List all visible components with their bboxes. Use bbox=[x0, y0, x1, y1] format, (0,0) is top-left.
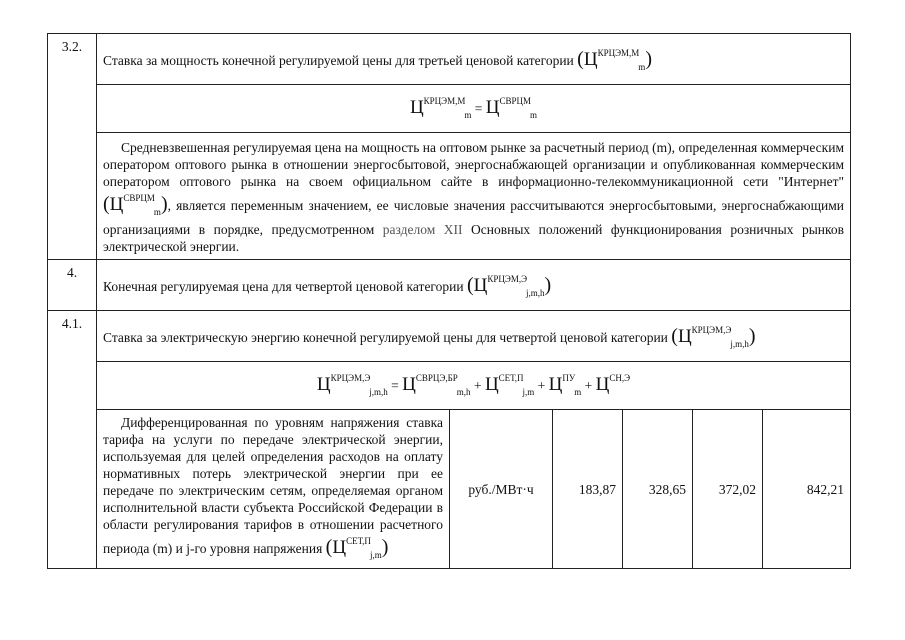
formula-term: Ц bbox=[402, 374, 416, 395]
price-symbol: Ц bbox=[109, 194, 124, 215]
symbol-sup: СЕТ,П bbox=[498, 373, 524, 383]
row-4-heading bbox=[48, 260, 851, 311]
tariff-description: Дифференцированная по уровням напряжения ставка тарифа на услуги по передаче электрической энергии, используемая для целей определения расходов на оплату нормативных потерь электрической энергии при ее передаче по электрическим сетям, определяемая органом исполнительной власти субъекта Российской Федерации в области регулирования тарифов в отношении расчетного периода (m) и j-го уровня напряжения $(Ц^{СЕТ,П}_{j,m})$ bbox=[103, 415, 443, 560]
symbol-sub: j,m bbox=[522, 387, 535, 397]
paragraph-text: Основных положений функционирования розничных рынков электрической энергии. bbox=[103, 222, 844, 254]
heading-text: Ставка за мощность конечной регулируемой цены для третьей ценовой категории bbox=[103, 53, 574, 68]
price-symbol: Ц bbox=[583, 49, 598, 70]
regulation-table bbox=[47, 33, 851, 569]
formula-term: Ц bbox=[548, 374, 563, 395]
row-heading: Ставка за мощность конечной регулируемой цены для третьей ценовой категории $(Ц^{КРЦЭМ,М}_m)$ bbox=[97, 34, 851, 85]
symbol-sup: КРЦЭМ,Э bbox=[487, 274, 528, 284]
plus-sign: + bbox=[537, 378, 546, 393]
value-cell: 372,02 bbox=[693, 410, 763, 568]
tariff-row bbox=[97, 410, 850, 568]
symbol-sub: j,m bbox=[369, 550, 382, 560]
value-cell: 183,87 bbox=[553, 410, 623, 568]
value-cell: 328,65 bbox=[623, 410, 693, 568]
description-text: Дифференцированная по уровням напряжения ставка тарифа на услуги по передаче электрической энергии, используемая для целей определения расходов на оплату нормативных потерь электрической энергии при ее передаче по электрическим сетям, определяемая органом исполнительной власти субъекта Российской Федерации в области регулирования тарифов в отношении расчетного периода (m) и j-го уровня напряжения bbox=[103, 415, 443, 556]
formula bbox=[97, 362, 851, 410]
value-cell: 842,21 bbox=[763, 410, 851, 568]
row-4-1-data bbox=[48, 410, 851, 569]
price-symbol: Ц bbox=[473, 275, 488, 296]
symbol-sub: j,m,h bbox=[526, 288, 545, 298]
heading-text: Конечная регулируемая цена для четвертой ценовой категории bbox=[103, 279, 464, 294]
symbol-sub: j,m,h bbox=[369, 387, 388, 397]
symbol-sup: КРЦЭМ,М bbox=[423, 96, 466, 106]
formula bbox=[97, 85, 851, 133]
formula-rhs-symbol: Ц bbox=[485, 97, 500, 118]
symbol-sup: КРЦЭМ,Э bbox=[691, 325, 732, 335]
row-number: 4.1. bbox=[48, 311, 97, 569]
formula-lhs-symbol: Ц bbox=[409, 97, 424, 118]
heading-text: Ставка за электрическую энергию конечной регулируемой цены для четвертой ценовой категории bbox=[103, 330, 668, 345]
section-link[interactable]: разделом XII bbox=[382, 222, 463, 237]
data-cell bbox=[97, 410, 851, 569]
row-number: 4. bbox=[48, 260, 97, 311]
tariff-table bbox=[97, 410, 850, 568]
row-3-2-paragraph bbox=[48, 133, 851, 260]
row-3-2-heading bbox=[48, 34, 851, 85]
symbol-sub: m,h bbox=[456, 387, 471, 397]
price-symbol: Ц bbox=[677, 326, 692, 347]
plus-sign: + bbox=[473, 378, 482, 393]
symbol-sub: m bbox=[574, 387, 582, 397]
description-paragraph: Средневзвешенная регулируемая цена на мощность на оптовом рынке за расчетный период (m), определенная коммерческим оператором оптового рынка в отношении энергосбытовой, энергоснабжающей организации и опубликованная коммерческим оператором оптового рынка на своем официальном сайте в информационно-телекоммуникационной сети "Интернет" $(Ц^{СВРЦМ}_m)$, является переменным значением, ее числовые значения рассчитываются энергосбытовыми, энергоснабжающими организациями в порядке, предусмотренном разделом XII Основных положений функционирования розничных рынков электрической энергии. bbox=[97, 133, 851, 260]
row-4-1-formula bbox=[48, 362, 851, 410]
formula-term: Ц bbox=[484, 374, 499, 395]
symbol-sup: СН,Э bbox=[609, 373, 631, 383]
row-number: 3.2. bbox=[48, 34, 97, 260]
equals-sign: = bbox=[474, 101, 483, 116]
unit-cell: руб./МВт·ч bbox=[450, 410, 553, 568]
paragraph-text: , является переменным значением, ее числовые значения рассчитываются энергосбытовыми, энергоснабжающими организациями в порядке, предусмотренном bbox=[103, 198, 844, 237]
symbol-sub: j,m,h bbox=[730, 339, 749, 349]
row-4-1-heading bbox=[48, 311, 851, 362]
plus-sign: + bbox=[584, 378, 593, 393]
formula-term: Ц bbox=[595, 374, 610, 395]
symbol-sup: СВРЦМ bbox=[123, 193, 155, 203]
symbol-sub: m bbox=[530, 110, 538, 120]
row-3-2-formula bbox=[48, 85, 851, 133]
equals-sign: = bbox=[391, 378, 399, 393]
row-heading: Ставка за электрическую энергию конечной регулируемой цены для четвертой ценовой категории $(Ц^{КРЦЭМ,Э}_{j,m,h})$ bbox=[97, 311, 851, 362]
row-heading: Конечная регулируемая цена для четвертой ценовой категории $(Ц^{КРЦЭМ,Э}_{j,m,h})$ bbox=[97, 260, 851, 311]
symbol-sup: КРЦЭМ,Э bbox=[330, 373, 371, 383]
symbol-sup: СВРЦЭ,БР bbox=[415, 373, 458, 383]
symbol-sup: КРЦЭМ,М bbox=[597, 48, 640, 58]
symbol-sub: m bbox=[638, 62, 646, 72]
symbol-sup: СВРЦМ bbox=[499, 96, 532, 106]
symbol-sub: m bbox=[464, 110, 472, 120]
symbol-sup: ПУ bbox=[562, 373, 576, 383]
symbol-sub: m bbox=[153, 207, 161, 217]
paragraph-text: Средневзвешенная регулируемая цена на мощность на оптовом рынке за расчетный период (m), определенная коммерческим оператором оптового рынка в отношении энергосбытовой, энергоснабжающей организации и опубликованная коммерческим оператором оптового рынка на своем официальном сайте в информационно-телекоммуникационной сети "Интернет" bbox=[103, 140, 844, 189]
price-symbol: Ц bbox=[332, 537, 347, 558]
symbol-sup: СЕТ,П bbox=[346, 536, 371, 546]
formula-lhs-symbol: Ц bbox=[316, 374, 331, 395]
